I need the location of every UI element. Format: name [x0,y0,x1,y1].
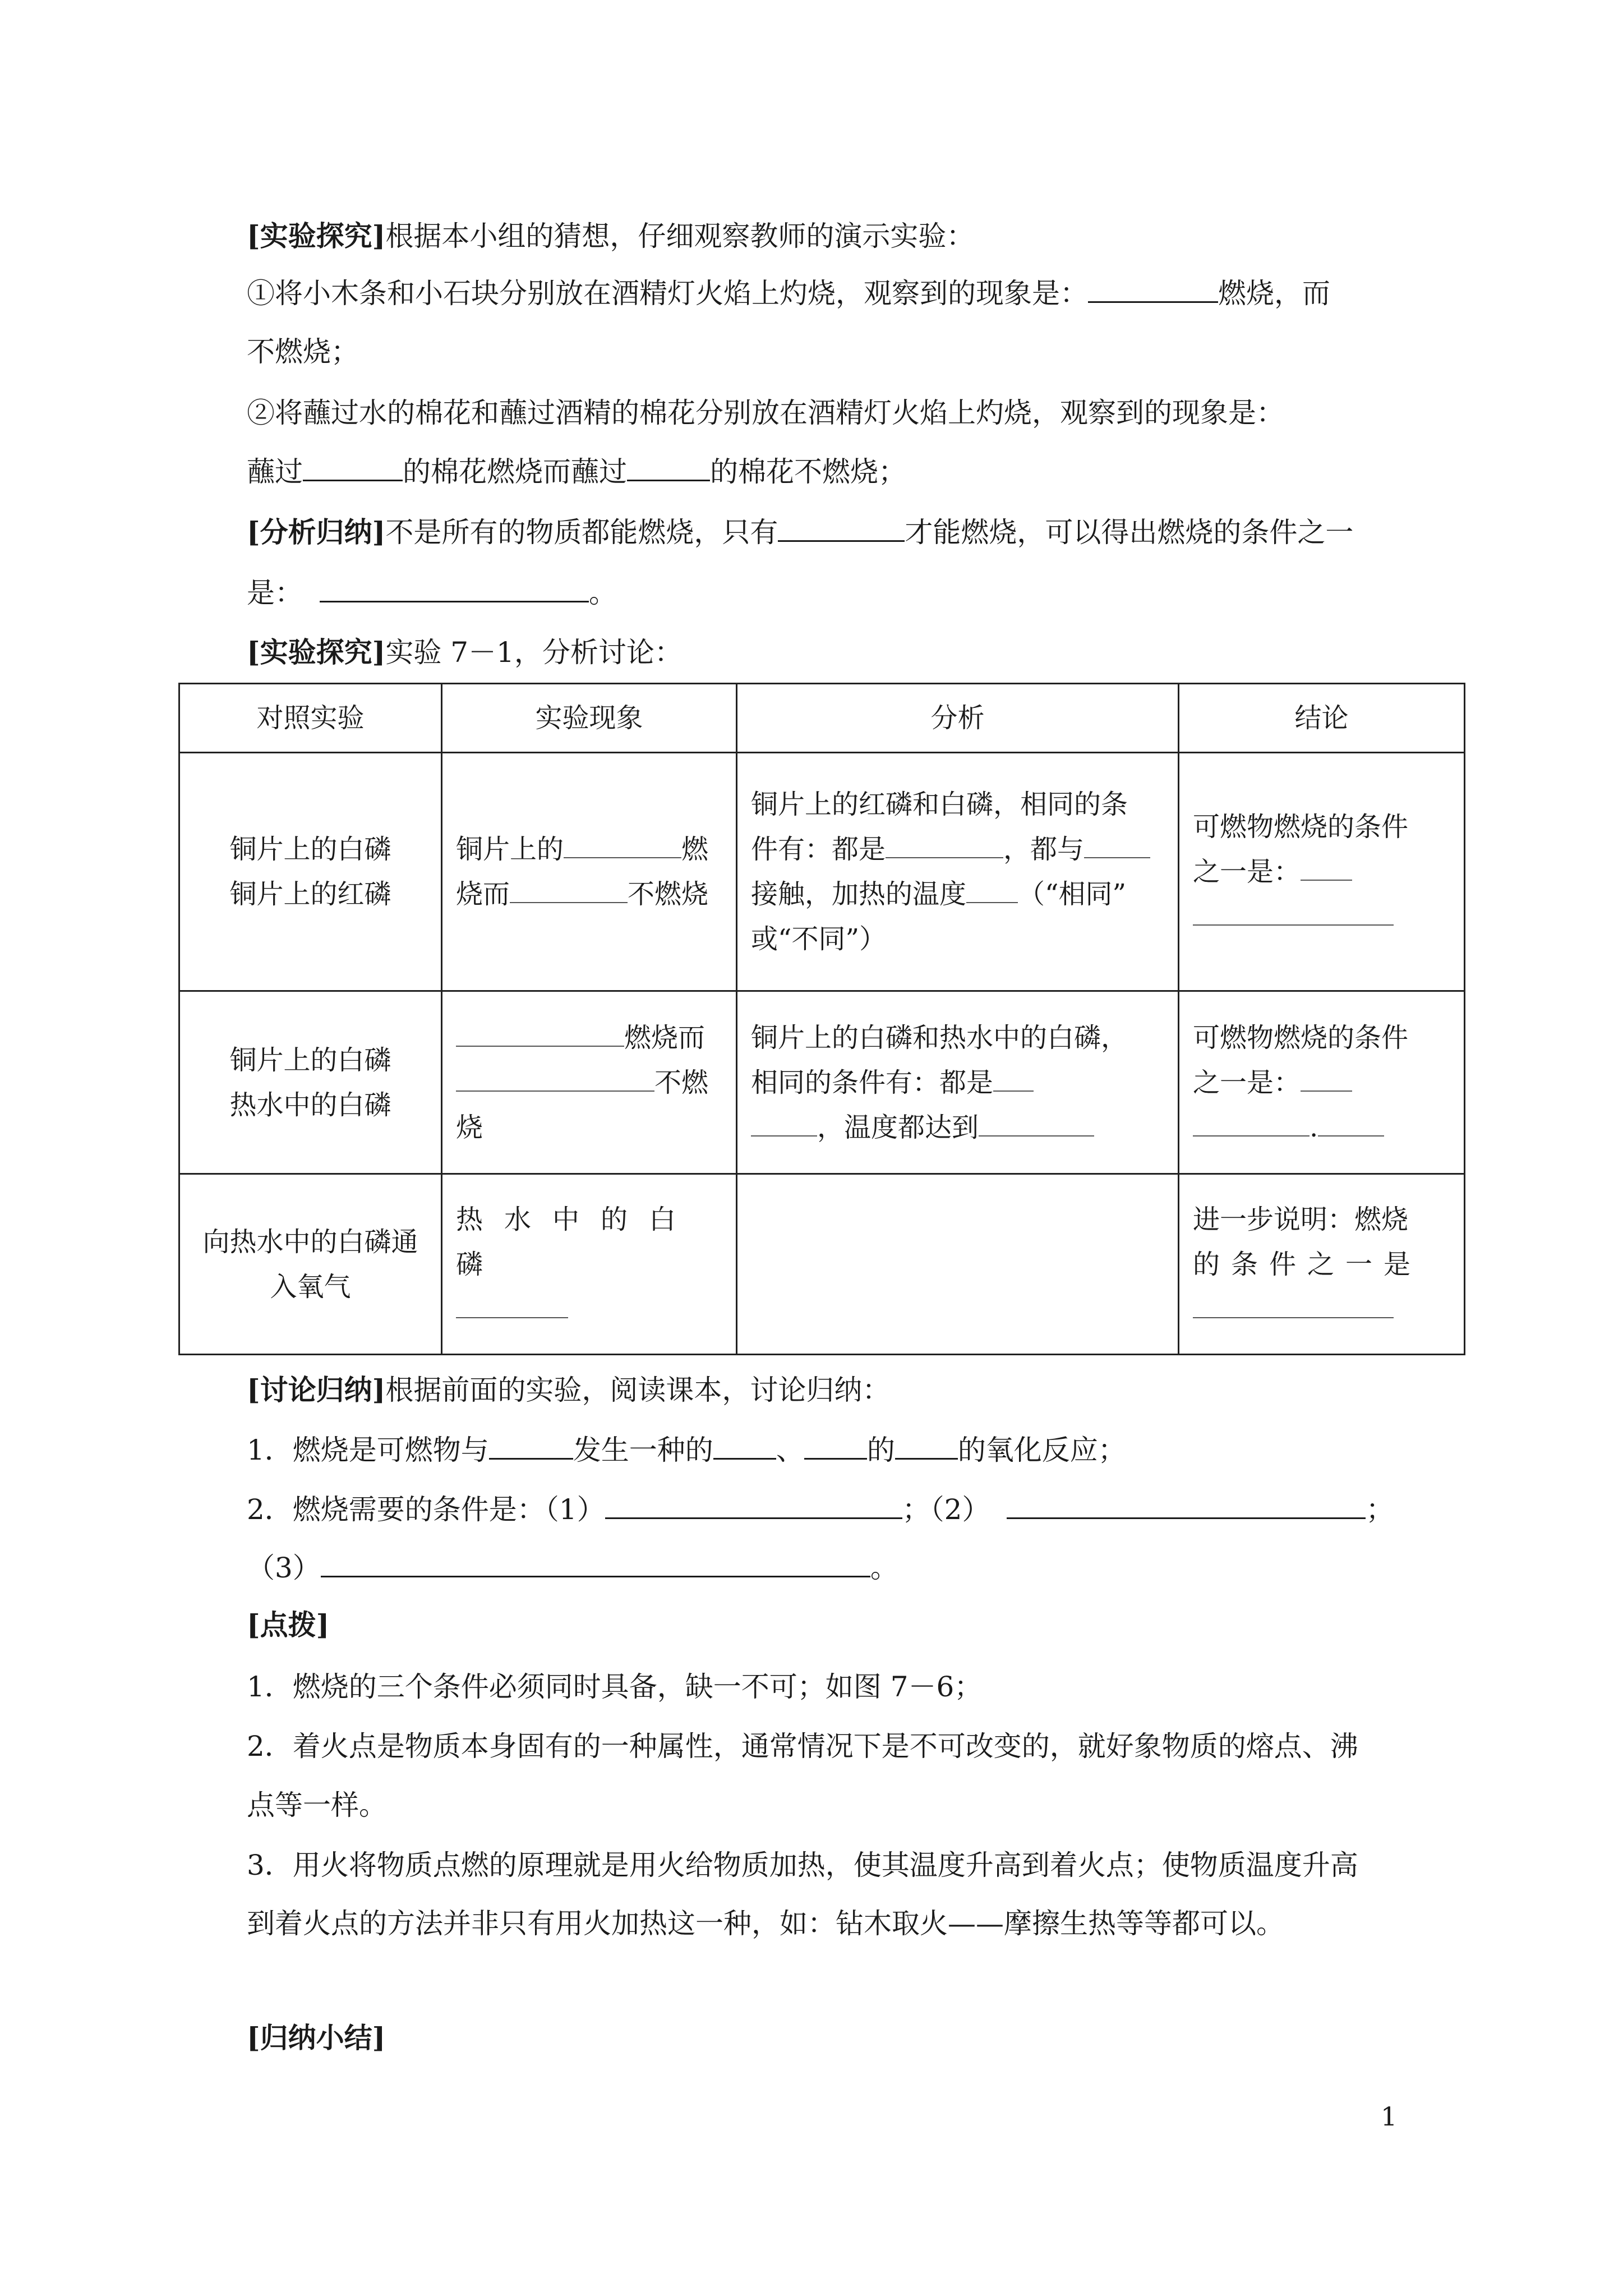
analysis-cont-line [247,574,1393,611]
experiment-table [178,683,1465,1355]
control-experiment-cell [179,1174,442,1355]
discussion-item3 [247,1549,1393,1586]
cell-text: 接触，加热的温度 [751,878,967,910]
discussion-text: 2．燃烧需要的条件是：（1） [247,1493,605,1526]
item1-text-b: 燃烧，而 [1218,277,1330,310]
answer-blank[interactable] [1318,1113,1384,1137]
cell-text: 燃烧而 [624,1022,706,1053]
section1-intro-line [247,218,1393,255]
cell-text: 可燃物燃烧的条件 [1193,811,1409,843]
item1-line [247,275,1393,312]
conclusion-cell [1179,991,1465,1174]
cell-text: 铜片上的白磷 [229,1044,391,1076]
answer-blank[interactable] [751,1113,817,1137]
analysis-cell [737,991,1179,1174]
section1-heading: [实验探究] [247,219,386,252]
answer-blank[interactable] [713,1435,776,1460]
answer-blank[interactable] [320,578,589,602]
cell-text: 相同的条件有：都是 [751,1066,994,1098]
cell-text: 燃 [681,834,709,865]
cell-text: 进一步说明：燃烧 [1193,1203,1409,1235]
answer-blank[interactable] [1084,835,1150,858]
cell-text: 烧 [456,1111,483,1143]
discussion-intro: 根据前面的实验，阅读课本，讨论归纳： [385,1374,891,1406]
discussion-text: （3） [247,1552,321,1584]
cell-text: 或“不同”） [751,923,887,955]
cell-text: 热水中的白磷 [229,1089,391,1121]
answer-blank[interactable] [1193,902,1394,926]
item2-text-b: 蘸过 [247,455,303,488]
discussion-item1 [247,1432,1393,1469]
cell-text: 之一是： [1193,856,1301,887]
answer-blank[interactable] [456,1068,654,1092]
phenomenon-cell [442,991,737,1174]
cell-text: ，都与 [1003,834,1085,865]
cell-text: 铜片上的白磷和热水中的白磷， [751,1022,1128,1053]
control-experiment-cell [179,753,442,991]
phenomenon-cell [442,1174,737,1355]
table-row [179,1174,1465,1355]
answer-blank[interactable] [1088,279,1218,303]
cell-text: ，温度都达到 [817,1111,979,1143]
answer-blank[interactable] [1193,1113,1310,1137]
item2-cont-line [247,453,1393,490]
cell-text: 铜片上的红磷和白磷，相同的条 [751,789,1128,820]
cell-text: 铜片上的白磷 [229,834,391,865]
discussion-text: 。 [870,1552,898,1584]
discussion-line [247,1372,1393,1409]
analysis-cell [737,1174,1179,1355]
answer-blank[interactable] [993,1068,1034,1092]
header-cell: 实验现象 [442,684,737,753]
answer-blank[interactable] [966,880,1018,903]
discussion-text: ； [1366,1493,1394,1526]
cell-text: 向热水中的白磷通 [202,1226,418,1258]
item1-text-c: 不燃烧； [247,335,359,368]
section2-heading: [实验探究] [247,636,386,669]
tips-item3: 3．用火将物质点燃的原理就是用火给物质加热，使其温度升高到着火点；使物质温度升高 [247,1849,1358,1881]
cell-text: 不燃 [654,1066,709,1098]
control-experiment-cell [179,991,442,1174]
analysis-text-d: 。 [589,577,617,609]
cell-text: 不燃烧 [628,878,709,910]
cell-text: 入氧气 [270,1271,351,1303]
answer-blank[interactable] [895,1435,958,1460]
answer-blank[interactable] [1301,857,1352,881]
table-row [179,753,1465,991]
discussion-text: 、 [776,1434,804,1466]
discussion-text: 发生一种的 [573,1434,713,1466]
answer-blank[interactable] [321,1553,870,1577]
cell-text: 之一是： [1193,1066,1301,1098]
analysis-text-b: 才能燃烧，可以得出燃烧的条件之一 [905,516,1354,549]
cell-text: 铜片上的红磷 [229,878,391,910]
answer-blank[interactable] [627,457,710,481]
summary-heading: [归纳小结] [247,2021,386,2054]
answer-blank[interactable] [564,835,681,858]
answer-blank[interactable] [1007,1495,1366,1519]
cell-text: （“相同” [1018,878,1127,910]
answer-blank[interactable] [1301,1068,1352,1092]
tips-item1: 1．燃烧的三个条件必须同时具备，缺一不可；如图 7－6； [247,1671,983,1703]
answer-blank[interactable] [456,1295,568,1318]
cell-text: 可燃物燃烧的条件 [1193,1022,1409,1053]
conclusion-cell [1179,753,1465,991]
answer-blank[interactable] [778,518,905,542]
cell-text: 铜片上的 [456,834,564,865]
discussion-text: 1．燃烧是可燃物与 [247,1434,489,1466]
item1-text: ①将小木条和小石块分别放在酒精灯火焰上灼烧，观察到的现象是： [247,277,1088,310]
analysis-line [247,514,1393,551]
section2-intro: 实验 7－1，分析讨论： [385,636,683,669]
header-cell: 结论 [1179,684,1465,753]
cell-text: . [1310,1111,1318,1143]
tips-item2-cont: 点等一样。 [247,1789,387,1821]
discussion-text: 的 [866,1434,895,1466]
tips-heading: [点拨] [247,1608,330,1641]
analysis-cell [737,753,1179,991]
item2-text-d: 的棉花不燃烧； [710,455,906,488]
header-cell: 分析 [737,684,1179,753]
analysis-text-a: 不是所有的物质都能燃烧，只有 [385,516,778,549]
cell-text: 热水中的白磷 [456,1203,698,1280]
answer-blank[interactable] [886,835,1003,858]
discussion-text: 的氧化反应； [957,1434,1126,1466]
table-row [179,991,1465,1174]
header-cell: 对照实验 [179,684,442,753]
section2-line [247,634,1393,671]
analysis-text-c: 是： [247,577,303,609]
answer-blank[interactable] [804,1435,867,1460]
tips-item2: 2．着火点是物质本身固有的一种属性，通常情况下是不可改变的，就好象物质的熔点、沸 [247,1730,1358,1763]
answer-blank[interactable] [979,1113,1094,1137]
page-number: 1 [1381,2101,1398,2132]
answer-blank[interactable] [303,457,403,481]
item1-cont-line [247,333,1393,370]
item2-text: ②将蘸过水的棉花和蘸过酒精的棉花分别放在酒精灯火焰上灼烧，观察到的现象是： [247,397,1284,429]
answer-blank[interactable] [510,880,628,903]
cell-text: 的条件之一是 [1193,1248,1422,1280]
cell-text: 烧而 [456,878,510,910]
discussion-item2 [247,1491,1393,1528]
phenomenon-cell [442,753,737,991]
conclusion-cell [1179,1174,1465,1355]
cell-text: 件有：都是 [751,834,886,865]
section1-intro: 根据本小组的猜想，仔细观察教师的演示实验： [385,220,975,252]
answer-blank[interactable] [1193,1295,1394,1318]
answer-blank[interactable] [605,1495,902,1519]
answer-blank[interactable] [489,1435,573,1460]
discussion-text: ；（2） [902,1493,990,1526]
table-header-row [179,684,1465,753]
analysis-heading: [分析归纳] [247,516,386,549]
item2-text-c: 的棉花燃烧而蘸过 [403,455,627,488]
answer-blank[interactable] [456,1023,624,1047]
discussion-heading: [讨论归纳] [247,1373,386,1406]
tips-item3-cont: 到着火点的方法并非只有用火加热这一种，如：钻木取火——摩擦生热等等都可以。 [247,1907,1284,1940]
item2-line [247,394,1393,431]
